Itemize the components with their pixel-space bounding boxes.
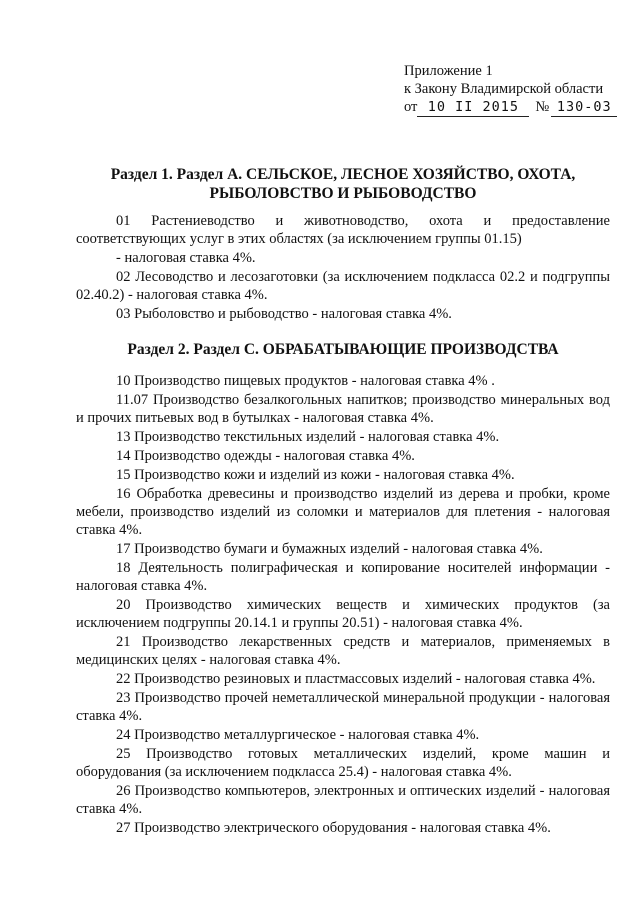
law-reference: к Закону Владимирской области [404, 81, 604, 97]
appendix-header [404, 62, 634, 117]
section-item: 24 Производство металлургическое - налоговая ставка 4%. [116, 727, 480, 743]
section-item: 16 Обработка древесины и производство изделий из дерева и пробки, кроме мебели, производство изделий из соломки и материалов для плетения - налоговая ставка 4%. [76, 486, 610, 538]
section-item: 21 Производство лекарственных средств и материалов, применяемых в медицинских целях - налоговая ставка 4%. [76, 634, 610, 668]
section-item: 03 Рыболовство и рыбоводство - налоговая ставка 4%. [116, 306, 452, 322]
section-item: 11.07 Производство безалкогольных напитков; производство минеральных вод и прочих питьевых вод в бутылках - налоговая ставка 4%. [76, 392, 610, 426]
section-item: 15 Производство кожи и изделий из кожи - налоговая ставка 4%. [116, 467, 515, 483]
number-sign: № [535, 99, 550, 115]
section-item: 02 Лесоводство и лесозаготовки (за исключением подкласса 02.2 и подгруппы 02.40.2) - налоговая ставка 4%. [76, 269, 610, 303]
section-item: 26 Производство компьютеров, электронных и оптических изделий - налоговая ставка 4%. [76, 783, 610, 817]
section-item: 22 Производство резиновых и пластмассовых изделий - налоговая ставка 4%. [116, 671, 596, 687]
appendix-label: Приложение 1 [404, 63, 493, 79]
handwritten-number: 130-03 [551, 98, 617, 117]
section-1-body [76, 212, 610, 324]
section-item: 01 Растениеводство и животноводство, охота и предоставление соответствующих услуг в этих областях (за исключением группы 01.15) [76, 213, 610, 247]
section-1-title: Раздел 1. Раздел А. СЕЛЬСКОЕ, ЛЕСНОЕ ХОЗЯЙСТВО, ОХОТА, РЫБОЛОВСТВО И РЫБОВОДСТВО [110, 166, 576, 202]
handwritten-date: 10 II 2015 [417, 98, 529, 117]
section-item: 23 Производство прочей неметаллической минеральной продукции - налоговая ставка 4%. [76, 690, 610, 724]
from-label: от [404, 99, 418, 115]
section-2-title: Раздел 2. Раздел С. ОБРАБАТЫВАЮЩИЕ ПРОИЗВОДСТВА [127, 341, 559, 358]
section-item: 27 Производство электрического оборудования - налоговая ставка 4%. [116, 820, 551, 836]
section-2-body [76, 372, 610, 838]
section-item: 17 Производство бумаги и бумажных изделий - налоговая ставка 4%. [116, 541, 543, 557]
section-item: 14 Производство одежды - налоговая ставка 4%. [116, 448, 415, 464]
section-item: 25 Производство готовых металлических изделий, кроме машин и оборудования (за исключением подкласса 25.4) - налоговая ставка 4%. [76, 746, 610, 780]
section-item: 10 Производство пищевых продуктов - налоговая ставка 4% . [116, 373, 495, 389]
section-item: 18 Деятельность полиграфическая и копирование носителей информации - налоговая ставка 4%. [76, 560, 610, 594]
section-item: 13 Производство текстильных изделий - налоговая ставка 4%. [116, 429, 500, 445]
section-item: 20 Производство химических веществ и химических продуктов (за исключением подгруппы 20.14.1 и группы 20.51) - налоговая ставка 4%. [76, 597, 610, 631]
date-number-line [404, 98, 634, 117]
section-item: - налоговая ставка 4%. [116, 250, 256, 266]
